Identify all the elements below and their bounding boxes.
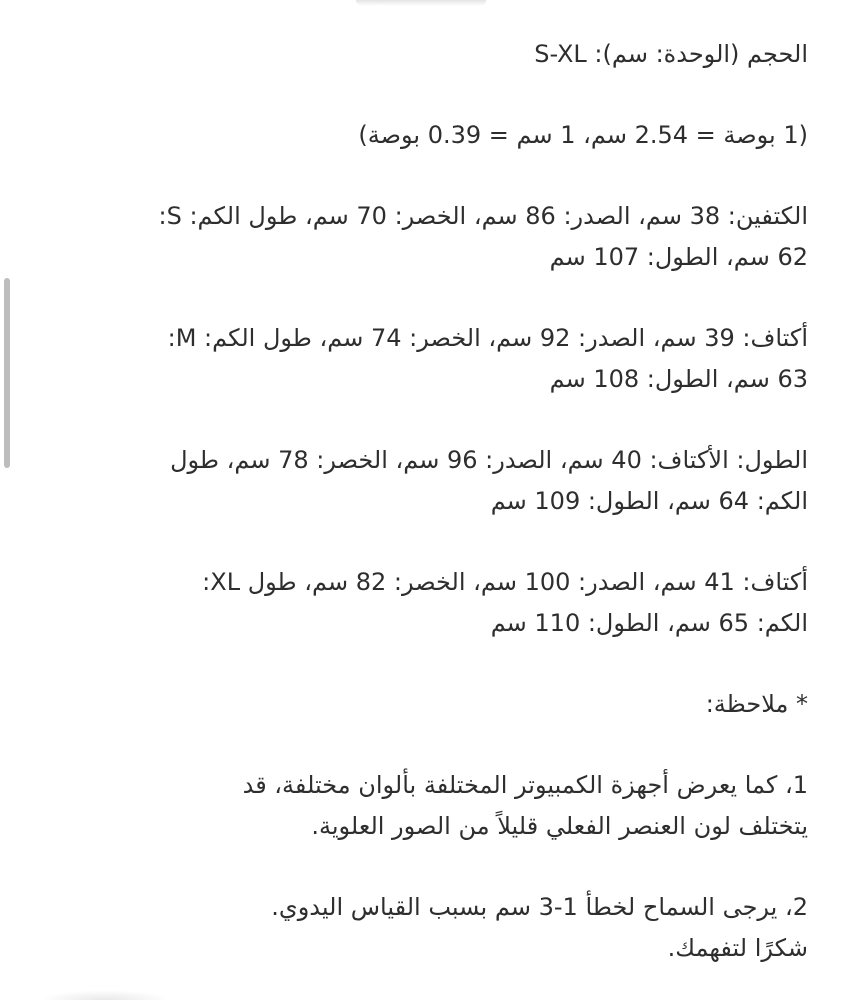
product-description bbox=[38, 34, 808, 1000]
size-xl-measurements: أكتاف: 41 سم، الصدر: 100 سم، الخصر: 82 سم، طول XL: الكم: 65 سم، الطول: 110 سم bbox=[202, 568, 808, 637]
top-edge-shadow bbox=[356, 0, 486, 6]
size-l-measurements: الطول: الأكتاف: 40 سم، الصدر: 96 سم، الخصر: 78 سم، طول الكم: 64 سم، الطول: 109 سم bbox=[170, 446, 808, 515]
size-heading: الحجم (الوحدة: سم): S-XL bbox=[534, 40, 808, 68]
note-heading: * ملاحظة: bbox=[705, 690, 808, 718]
note-item-color: 1، كما يعرض أجهزة الكمبيوتر المختلفة بألوان مختلفة، قد يتختلف لون العنصر الفعلي قليلاً من الصور العلوية. bbox=[242, 771, 808, 840]
unit-conversion: (1 بوصة = 2.54 سم، 1 سم = 0.39 بوصة) bbox=[358, 121, 808, 149]
size-s-measurements: الكتفين: 38 سم، الصدر: 86 سم، الخصر: 70 سم، طول الكم: S: 62 سم، الطول: 107 سم bbox=[158, 202, 808, 271]
note-item-error: 2، يرجى السماح لخطأ 1-3 سم بسبب القياس اليدوي. شكرًا لتفهمك. bbox=[271, 893, 808, 962]
scrollbar[interactable] bbox=[4, 278, 10, 468]
size-m-measurements: أكتاف: 39 سم، الصدر: 92 سم، الخصر: 74 سم، طول الكم: M: 63 سم، الطول: 108 سم bbox=[167, 324, 808, 393]
